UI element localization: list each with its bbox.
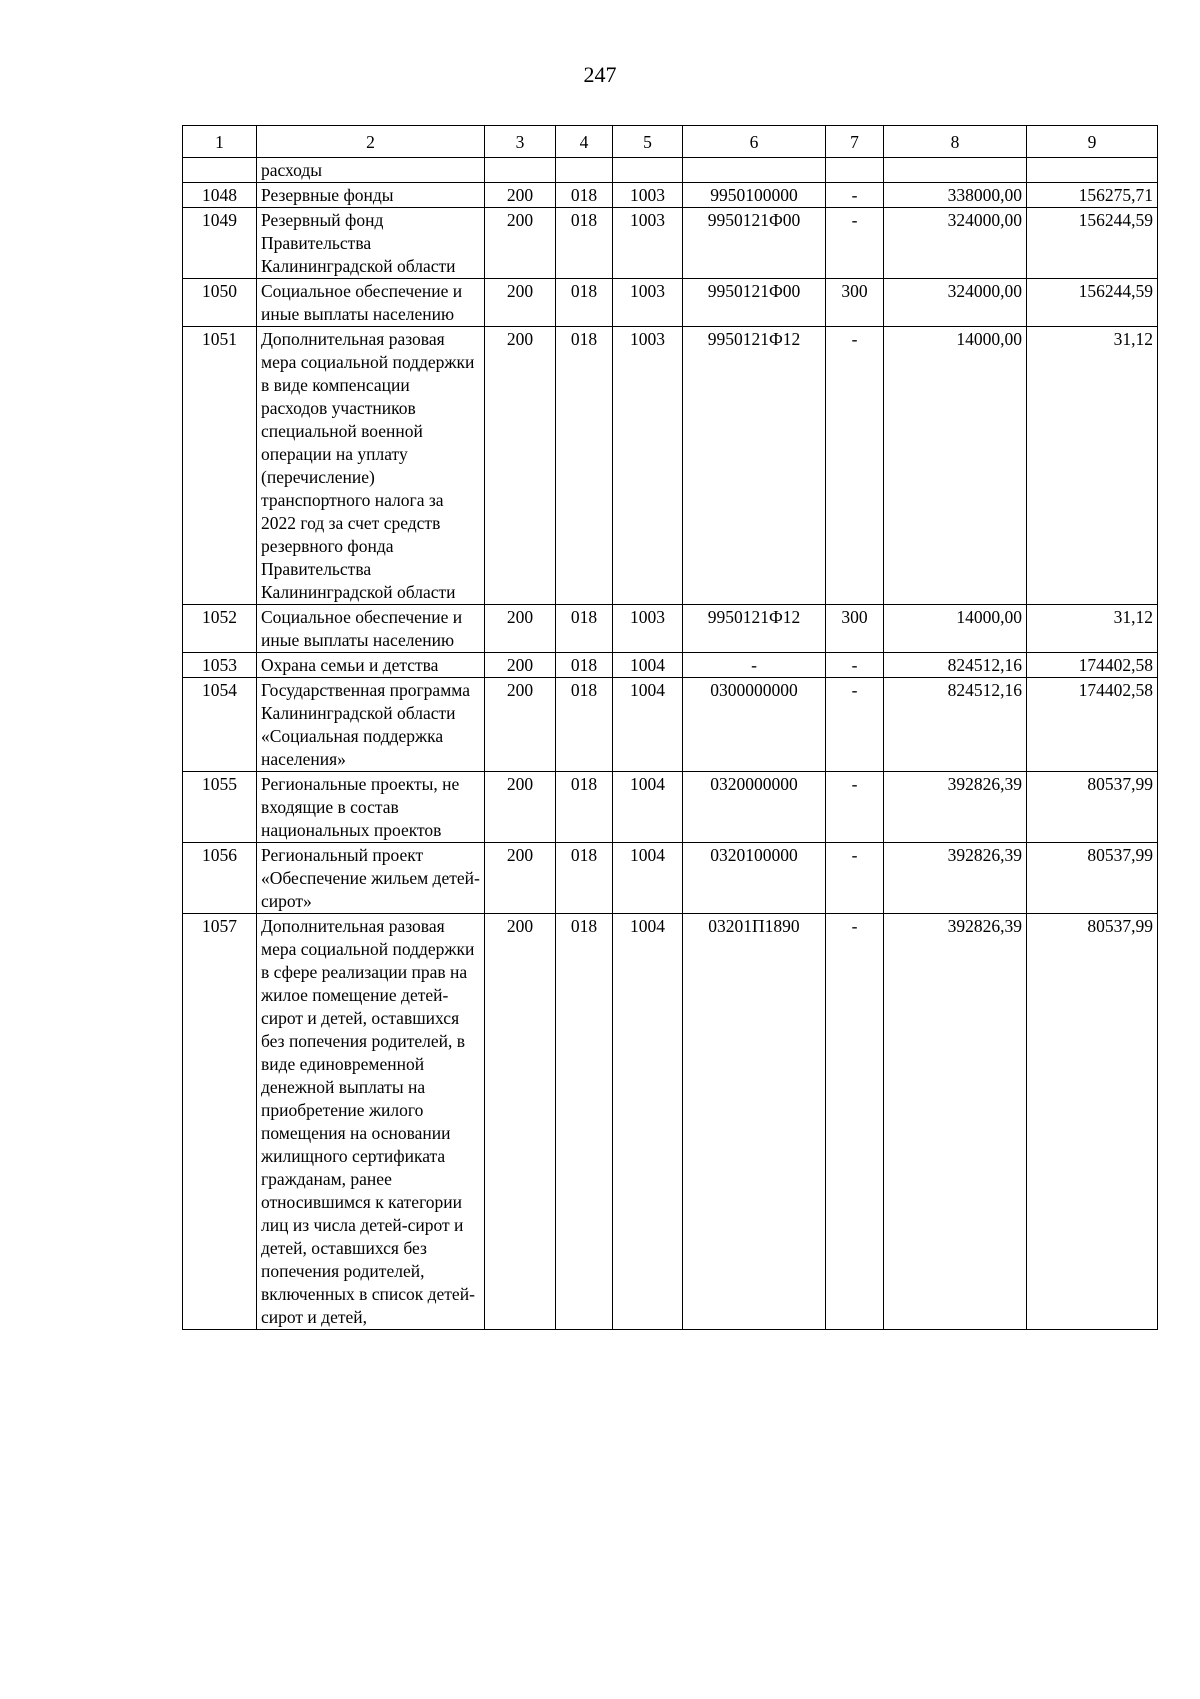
item-name-cell: Дополнительная разовая мера социальной поддержки в сфере реализации прав на жилое помещение детей-сирот и детей, оставшихся без попечения родителей, в виде единовременной денежной выплаты на приобретение жилого помещения на основании жилищного сертификата гражданам, ранее относившимся к категории лиц из числа детей-сирот и детей, оставшихся без попечения родителей, включенных в список детей-сирот и детей, [257, 914, 485, 1330]
expense-type-cell: - [826, 327, 884, 605]
expense-type-cell: 300 [826, 279, 884, 327]
target-code-cell: 9950121Ф00 [683, 208, 826, 279]
code-4-cell: 018 [556, 843, 613, 914]
target-code-cell: 9950121Ф12 [683, 327, 826, 605]
row-number-cell [183, 158, 257, 183]
code-3-cell: 200 [485, 678, 556, 772]
code-3-cell: 200 [485, 327, 556, 605]
code-3-cell: 200 [485, 279, 556, 327]
amount-executed-cell: 174402,58 [1027, 678, 1158, 772]
section-code-cell: 1003 [613, 183, 683, 208]
col-header-2: 2 [257, 126, 485, 158]
code-4-cell: 018 [556, 914, 613, 1330]
amount-executed-cell: 80537,99 [1027, 914, 1158, 1330]
code-3-cell: 200 [485, 772, 556, 843]
col-header-8: 8 [884, 126, 1027, 158]
code-3-cell: 200 [485, 653, 556, 678]
table-row [183, 327, 1158, 605]
expense-type-cell: - [826, 653, 884, 678]
table-body [183, 158, 1158, 1330]
item-name-cell: Социальное обеспечение и иные выплаты населению [257, 279, 485, 327]
target-code-cell: 0320100000 [683, 843, 826, 914]
code-4-cell: 018 [556, 772, 613, 843]
expense-type-cell: - [826, 208, 884, 279]
item-name-cell: Охрана семьи и детства [257, 653, 485, 678]
amount-executed-cell: 80537,99 [1027, 843, 1158, 914]
code-3-cell: 200 [485, 605, 556, 653]
item-name-cell: Резервные фонды [257, 183, 485, 208]
table-header [183, 126, 1158, 158]
table-row [183, 914, 1158, 1330]
item-name-cell: Социальное обеспечение и иные выплаты населению [257, 605, 485, 653]
target-code-cell [683, 158, 826, 183]
amount-planned-cell: 324000,00 [884, 208, 1027, 279]
expense-type-cell: 300 [826, 605, 884, 653]
code-3-cell: 200 [485, 183, 556, 208]
amount-planned-cell: 14000,00 [884, 327, 1027, 605]
item-name-cell: Государственная программа Калининградской области «Социальная поддержка населения» [257, 678, 485, 772]
expense-type-cell: - [826, 914, 884, 1330]
section-code-cell: 1004 [613, 772, 683, 843]
amount-executed-cell: 80537,99 [1027, 772, 1158, 843]
row-number-cell: 1049 [183, 208, 257, 279]
amount-executed-cell: 156244,59 [1027, 279, 1158, 327]
amount-planned-cell: 324000,00 [884, 279, 1027, 327]
row-number-cell: 1048 [183, 183, 257, 208]
item-name-cell: расходы [257, 158, 485, 183]
row-number-cell: 1057 [183, 914, 257, 1330]
amount-executed-cell: 156244,59 [1027, 208, 1158, 279]
table-row [183, 678, 1158, 772]
section-code-cell: 1003 [613, 279, 683, 327]
budget-table [182, 125, 1158, 1330]
target-code-cell: 03201П1890 [683, 914, 826, 1330]
target-code-cell: 9950100000 [683, 183, 826, 208]
code-3-cell: 200 [485, 208, 556, 279]
expense-type-cell [826, 158, 884, 183]
code-4-cell: 018 [556, 208, 613, 279]
expense-type-cell: - [826, 843, 884, 914]
expense-type-cell: - [826, 183, 884, 208]
section-code-cell: 1004 [613, 678, 683, 772]
code-4-cell [556, 158, 613, 183]
amount-planned-cell: 824512,16 [884, 678, 1027, 772]
table-row [183, 158, 1158, 183]
amount-planned-cell: 824512,16 [884, 653, 1027, 678]
amount-planned-cell: 392826,39 [884, 914, 1027, 1330]
code-4-cell: 018 [556, 327, 613, 605]
table-row [183, 208, 1158, 279]
amount-executed-cell: 31,12 [1027, 327, 1158, 605]
section-code-cell: 1004 [613, 653, 683, 678]
row-number-cell: 1053 [183, 653, 257, 678]
section-code-cell: 1003 [613, 605, 683, 653]
amount-executed-cell: 156275,71 [1027, 183, 1158, 208]
col-header-4: 4 [556, 126, 613, 158]
code-4-cell: 018 [556, 183, 613, 208]
col-header-5: 5 [613, 126, 683, 158]
row-number-cell: 1056 [183, 843, 257, 914]
code-4-cell: 018 [556, 279, 613, 327]
section-code-cell: 1004 [613, 914, 683, 1330]
row-number-cell: 1052 [183, 605, 257, 653]
table-row [183, 772, 1158, 843]
amount-planned-cell: 392826,39 [884, 772, 1027, 843]
expense-type-cell: - [826, 772, 884, 843]
section-code-cell: 1004 [613, 843, 683, 914]
page-number: 247 [583, 62, 617, 87]
col-header-6: 6 [683, 126, 826, 158]
amount-planned-cell [884, 158, 1027, 183]
code-4-cell: 018 [556, 653, 613, 678]
col-header-7: 7 [826, 126, 884, 158]
amount-executed-cell: 31,12 [1027, 605, 1158, 653]
amount-planned-cell: 14000,00 [884, 605, 1027, 653]
code-3-cell: 200 [485, 843, 556, 914]
section-code-cell: 1003 [613, 208, 683, 279]
code-3-cell: 200 [485, 914, 556, 1330]
row-number-cell: 1050 [183, 279, 257, 327]
amount-executed-cell [1027, 158, 1158, 183]
target-code-cell: - [683, 653, 826, 678]
amount-planned-cell: 338000,00 [884, 183, 1027, 208]
col-header-9: 9 [1027, 126, 1158, 158]
item-name-cell: Региональный проект «Обеспечение жильем детей-сирот» [257, 843, 485, 914]
item-name-cell: Резервный фонд Правительства Калининградской области [257, 208, 485, 279]
table-row [183, 653, 1158, 678]
section-code-cell [613, 158, 683, 183]
amount-planned-cell: 392826,39 [884, 843, 1027, 914]
table-row [183, 605, 1158, 653]
target-code-cell: 0300000000 [683, 678, 826, 772]
section-code-cell: 1003 [613, 327, 683, 605]
item-name-cell: Региональные проекты, не входящие в состав национальных проектов [257, 772, 485, 843]
row-number-cell: 1055 [183, 772, 257, 843]
expense-type-cell: - [826, 678, 884, 772]
table-row [183, 279, 1158, 327]
item-name-cell: Дополнительная разовая мера социальной поддержки в виде компенсации расходов участников специальной военной операции на уплату (перечисление) транспортного налога за 2022 год за счет средств резервного фонда Правительства Калининградской области [257, 327, 485, 605]
row-number-cell: 1054 [183, 678, 257, 772]
code-3-cell [485, 158, 556, 183]
header-row [183, 126, 1158, 158]
code-4-cell: 018 [556, 605, 613, 653]
col-header-3: 3 [485, 126, 556, 158]
table-row [183, 183, 1158, 208]
code-4-cell: 018 [556, 678, 613, 772]
col-header-1: 1 [183, 126, 257, 158]
target-code-cell: 0320000000 [683, 772, 826, 843]
row-number-cell: 1051 [183, 327, 257, 605]
target-code-cell: 9950121Ф12 [683, 605, 826, 653]
amount-executed-cell: 174402,58 [1027, 653, 1158, 678]
table-row [183, 843, 1158, 914]
target-code-cell: 9950121Ф00 [683, 279, 826, 327]
